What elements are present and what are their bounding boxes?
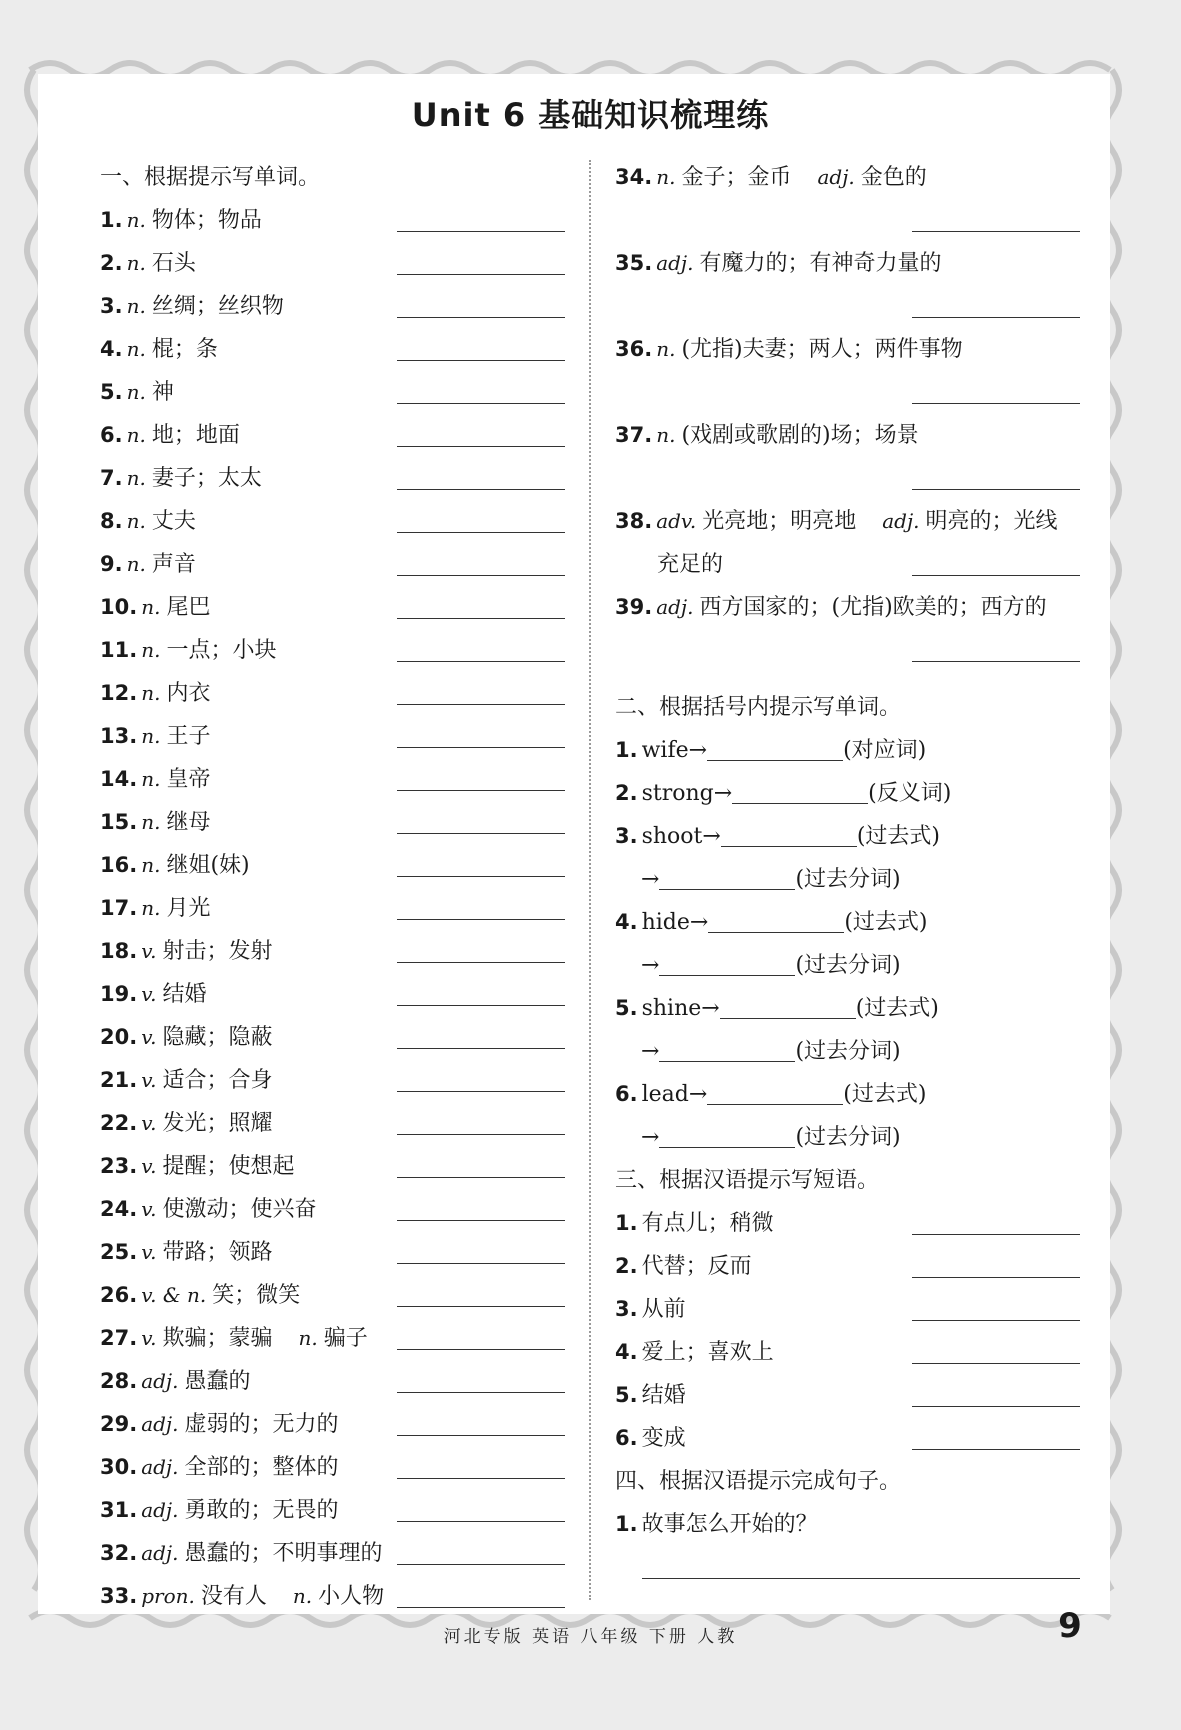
chinese-meaning: (戏剧或歌剧的)场；场景 xyxy=(681,423,919,448)
item-number: 5. xyxy=(615,996,638,1020)
base-word: shine→ xyxy=(641,996,720,1021)
answer-blank[interactable] xyxy=(912,403,1080,404)
phrase-item xyxy=(615,1245,1080,1288)
item-number: 17. xyxy=(100,896,138,920)
word-item xyxy=(100,887,565,930)
arrow: → xyxy=(641,1125,660,1150)
item-number: 1. xyxy=(615,738,638,762)
item-number: 34. xyxy=(615,165,653,189)
phrase-item xyxy=(615,1202,1080,1245)
chinese-meaning: 月光 xyxy=(166,896,211,921)
base-word: lead→ xyxy=(641,1082,708,1107)
part-of-speech: n. xyxy=(141,767,161,791)
part-of-speech: adj. xyxy=(141,1369,179,1393)
form-item xyxy=(615,901,1080,944)
item-number: 1. xyxy=(615,1512,638,1536)
right-column xyxy=(615,156,1080,1589)
base-word: wife→ xyxy=(641,738,708,763)
answer-blank[interactable] xyxy=(397,231,565,232)
part-of-speech: n. xyxy=(141,853,161,877)
item-number: 18. xyxy=(100,939,138,963)
answer-blank[interactable] xyxy=(397,1134,565,1135)
item-number: 36. xyxy=(615,337,653,361)
answer-blank[interactable] xyxy=(397,1392,565,1393)
chinese-meaning: 神 xyxy=(151,380,174,405)
answer-blank[interactable] xyxy=(397,446,565,447)
word-item xyxy=(100,1102,565,1145)
item-number: 37. xyxy=(615,423,653,447)
item-number: 6. xyxy=(615,1082,638,1106)
chinese-meaning: 尾巴 xyxy=(166,595,211,620)
part-of-speech: adj. xyxy=(882,509,920,533)
chinese-meaning: 提醒；使想起 xyxy=(162,1154,295,1179)
item-number: 31. xyxy=(100,1498,138,1522)
item-number: 8. xyxy=(100,509,123,533)
chinese-meaning: 棍；条 xyxy=(151,337,218,362)
item-number: 23. xyxy=(100,1154,138,1178)
answer-blank[interactable] xyxy=(397,1435,565,1436)
form-hint: (过去分词) xyxy=(795,867,901,892)
form-item-continued xyxy=(615,944,1080,987)
word-item xyxy=(100,930,565,973)
base-word: strong→ xyxy=(641,781,733,806)
word-item xyxy=(615,328,1080,414)
phrase-item xyxy=(615,1374,1080,1417)
part-of-speech: n. xyxy=(126,208,146,232)
chinese-meaning: 带路；领路 xyxy=(162,1240,273,1265)
part-of-speech: v. xyxy=(141,1025,157,1049)
part-of-speech: adj. xyxy=(141,1412,179,1436)
part-of-speech: adv. xyxy=(656,509,697,533)
word-item xyxy=(100,1274,565,1317)
page-number: 9 xyxy=(1058,1606,1082,1646)
chinese-meaning: 发光；照耀 xyxy=(162,1111,273,1136)
form-hint: (过去式) xyxy=(856,824,940,849)
word-item xyxy=(100,1231,565,1274)
chinese-meaning: 愚蠢的；不明事理的 xyxy=(184,1541,383,1566)
answer-blank[interactable] xyxy=(707,1076,843,1105)
answer-blank[interactable] xyxy=(721,818,857,847)
chinese-meaning: 妻子；太太 xyxy=(151,466,262,491)
chinese-meaning: 继母 xyxy=(166,810,211,835)
arrow: → xyxy=(641,953,660,978)
word-item xyxy=(100,1575,565,1618)
chinese-meaning: 全部的；整体的 xyxy=(184,1455,339,1480)
form-item xyxy=(615,987,1080,1030)
chinese-meaning: 没有人 xyxy=(200,1584,267,1609)
part-of-speech: v. xyxy=(141,1240,157,1264)
chinese-meaning: 使激动；使兴奋 xyxy=(162,1197,317,1222)
word-item xyxy=(615,500,1080,586)
part-of-speech: v. xyxy=(141,1111,157,1135)
item-number: 2. xyxy=(100,251,123,275)
word-item xyxy=(100,1532,565,1575)
word-item xyxy=(100,715,565,758)
word-item xyxy=(615,242,1080,328)
part-of-speech: adj. xyxy=(817,165,855,189)
item-number: 16. xyxy=(100,853,138,877)
word-item xyxy=(615,414,1080,500)
part-of-speech: adj. xyxy=(141,1541,179,1565)
phrase-item xyxy=(615,1331,1080,1374)
item-number: 6. xyxy=(615,1426,638,1450)
form-hint: (过去分词) xyxy=(795,1125,901,1150)
word-item xyxy=(100,1403,565,1446)
answer-blank[interactable] xyxy=(642,1578,1080,1579)
chinese-meaning: 继姐(妹) xyxy=(166,853,250,878)
part-of-speech: v. xyxy=(141,1154,157,1178)
form-item xyxy=(615,815,1080,858)
form-item-continued xyxy=(615,1030,1080,1073)
word-item xyxy=(100,1016,565,1059)
part-of-speech: v. & n. xyxy=(141,1283,207,1307)
answer-blank[interactable] xyxy=(397,489,565,490)
item-number: 26. xyxy=(100,1283,138,1307)
chinese-prompt: 变成 xyxy=(641,1426,686,1451)
chinese-meaning: 隐藏；隐蔽 xyxy=(162,1025,273,1050)
part-of-speech: n. xyxy=(126,466,146,490)
item-number: 25. xyxy=(100,1240,138,1264)
word-item xyxy=(100,1317,565,1360)
base-word: hide→ xyxy=(641,910,709,935)
word-item xyxy=(100,1489,565,1532)
answer-blank[interactable] xyxy=(397,1005,565,1006)
form-item-continued xyxy=(615,1116,1080,1159)
item-number: 30. xyxy=(100,1455,138,1479)
item-number: 5. xyxy=(100,380,123,404)
phrase-item xyxy=(615,1417,1080,1460)
word-item xyxy=(100,1188,565,1231)
word-item xyxy=(100,672,565,715)
answer-blank[interactable] xyxy=(397,1521,565,1522)
answer-blank[interactable] xyxy=(912,1363,1080,1364)
form-item xyxy=(615,729,1080,772)
chinese-meaning: (尤指)夫妻；两人；两件事物 xyxy=(681,337,963,362)
footer-edition: 河北专版 英语 八年级 下册 人教 xyxy=(443,1627,738,1647)
part-of-speech: n. xyxy=(126,294,146,318)
answer-blank[interactable] xyxy=(659,1033,795,1062)
arrow: → xyxy=(641,1039,660,1064)
item-number: 7. xyxy=(100,466,123,490)
form-item xyxy=(615,1073,1080,1116)
chinese-meaning-cont: 充足的 xyxy=(657,552,724,577)
item-number: 4. xyxy=(100,337,123,361)
chinese-meaning: 物体；物品 xyxy=(151,208,262,233)
sentence-item xyxy=(615,1503,1080,1589)
chinese-meaning: 一点；小块 xyxy=(166,638,277,663)
section-4-heading: 四、根据汉语提示完成句子。 xyxy=(615,1469,902,1494)
item-number: 3. xyxy=(615,1297,638,1321)
answer-blank[interactable] xyxy=(912,1406,1080,1407)
phrase-item xyxy=(615,1288,1080,1331)
chinese-meaning: 骗子 xyxy=(323,1326,368,1351)
answer-blank[interactable] xyxy=(397,747,565,748)
item-number: 13. xyxy=(100,724,138,748)
item-number: 20. xyxy=(100,1025,138,1049)
answer-blank[interactable] xyxy=(397,1177,565,1178)
word-item xyxy=(100,500,565,543)
answer-blank[interactable] xyxy=(397,1349,565,1350)
answer-blank[interactable] xyxy=(912,1320,1080,1321)
answer-blank[interactable] xyxy=(912,1234,1080,1235)
word-item xyxy=(615,586,1080,672)
answer-blank[interactable] xyxy=(707,732,843,761)
part-of-speech: n. xyxy=(656,423,676,447)
answer-blank[interactable] xyxy=(397,919,565,920)
part-of-speech: v. xyxy=(141,939,157,963)
item-number: 21. xyxy=(100,1068,138,1092)
part-of-speech: n. xyxy=(126,380,146,404)
chinese-meaning: 丝绸；丝织物 xyxy=(151,294,284,319)
answer-blank[interactable] xyxy=(912,1449,1080,1450)
part-of-speech: n. xyxy=(126,251,146,275)
left-column xyxy=(100,156,565,1618)
part-of-speech: v. xyxy=(141,982,157,1006)
arrow: → xyxy=(641,867,660,892)
part-of-speech: v. xyxy=(141,1326,157,1350)
item-number: 9. xyxy=(100,552,123,576)
chinese-meaning: 金子；金币 xyxy=(681,165,792,190)
item-number: 2. xyxy=(615,1254,638,1278)
part-of-speech: adj. xyxy=(141,1498,179,1522)
answer-blank[interactable] xyxy=(397,1306,565,1307)
chinese-meaning: 有魔力的；有神奇力量的 xyxy=(699,251,942,276)
item-number: 24. xyxy=(100,1197,138,1221)
answer-blank[interactable] xyxy=(397,1220,565,1221)
chinese-meaning: 内衣 xyxy=(166,681,211,706)
answer-blank[interactable] xyxy=(397,1564,565,1565)
answer-blank[interactable] xyxy=(659,947,795,976)
word-item xyxy=(100,586,565,629)
part-of-speech: pron. xyxy=(141,1584,195,1608)
answer-blank[interactable] xyxy=(397,403,565,404)
answer-blank[interactable] xyxy=(720,990,856,1019)
form-item xyxy=(615,772,1080,815)
chinese-meaning: 地；地面 xyxy=(151,423,240,448)
word-item xyxy=(100,543,565,586)
word-item xyxy=(100,1446,565,1489)
word-item xyxy=(100,1360,565,1403)
word-item xyxy=(100,844,565,887)
chinese-meaning: 勇敢的；无畏的 xyxy=(184,1498,339,1523)
form-hint: (反义词) xyxy=(868,781,952,806)
word-item xyxy=(100,973,565,1016)
part-of-speech: n. xyxy=(292,1584,313,1608)
word-item xyxy=(100,371,565,414)
part-of-speech: adj. xyxy=(656,251,694,275)
answer-blank[interactable] xyxy=(397,618,565,619)
word-item xyxy=(100,457,565,500)
chinese-meaning: 适合；合身 xyxy=(162,1068,273,1093)
chinese-meaning: 光亮地；明亮地 xyxy=(702,509,857,534)
part-of-speech: n. xyxy=(141,810,161,834)
part-of-speech: v. xyxy=(141,1197,157,1221)
part-of-speech: adj. xyxy=(141,1455,179,1479)
part-of-speech: n. xyxy=(141,638,161,662)
item-number: 35. xyxy=(615,251,653,275)
answer-blank[interactable] xyxy=(397,962,565,963)
base-word: shoot→ xyxy=(641,824,721,849)
item-number: 29. xyxy=(100,1412,138,1436)
answer-blank[interactable] xyxy=(397,1478,565,1479)
chinese-meaning: 皇帝 xyxy=(166,767,211,792)
item-number: 15. xyxy=(100,810,138,834)
chinese-meaning: 西方国家的；(尤指)欧美的；西方的 xyxy=(699,595,1047,620)
chinese-meaning: 王子 xyxy=(166,724,211,749)
part-of-speech: n. xyxy=(141,724,161,748)
item-number: 4. xyxy=(615,1340,638,1364)
form-hint: (过去式) xyxy=(855,996,939,1021)
item-number: 10. xyxy=(100,595,138,619)
item-number: 38. xyxy=(615,509,653,533)
form-hint: (过去分词) xyxy=(795,1039,901,1064)
item-number: 14. xyxy=(100,767,138,791)
item-number: 11. xyxy=(100,638,138,662)
column-divider xyxy=(589,160,591,1600)
answer-blank[interactable] xyxy=(912,317,1080,318)
answer-blank[interactable] xyxy=(397,1607,565,1608)
chinese-meaning: 欺骗；蒙骗 xyxy=(162,1326,273,1351)
answer-blank[interactable] xyxy=(912,231,1080,232)
word-item xyxy=(100,758,565,801)
chinese-meaning: 虚弱的；无力的 xyxy=(184,1412,339,1437)
part-of-speech: n. xyxy=(141,595,161,619)
answer-blank[interactable] xyxy=(659,1119,795,1148)
item-number: 12. xyxy=(100,681,138,705)
section-3-heading: 三、根据汉语提示写短语。 xyxy=(615,1168,880,1193)
item-number: 19. xyxy=(100,982,138,1006)
part-of-speech: n. xyxy=(126,337,146,361)
answer-blank[interactable] xyxy=(397,317,565,318)
part-of-speech: n. xyxy=(298,1326,318,1350)
chinese-prompt: 从前 xyxy=(641,1297,686,1322)
answer-blank[interactable] xyxy=(397,1091,565,1092)
answer-blank[interactable] xyxy=(397,274,565,275)
item-number: 4. xyxy=(615,910,638,934)
item-number: 3. xyxy=(100,294,123,318)
answer-blank[interactable] xyxy=(912,575,1080,576)
answer-blank[interactable] xyxy=(397,661,565,662)
chinese-meaning: 愚蠢的 xyxy=(184,1369,251,1394)
answer-blank[interactable] xyxy=(912,1277,1080,1278)
chinese-meaning: 笑；微笑 xyxy=(212,1283,301,1308)
answer-blank[interactable] xyxy=(659,861,795,890)
word-item xyxy=(100,1059,565,1102)
chinese-meaning: 丈夫 xyxy=(151,509,196,534)
word-item xyxy=(100,629,565,672)
chinese-prompt: 爱上；喜欢上 xyxy=(641,1340,774,1365)
item-number: 27. xyxy=(100,1326,138,1350)
answer-blank[interactable] xyxy=(912,661,1080,662)
chinese-prompt: 结婚 xyxy=(641,1383,686,1408)
word-item xyxy=(100,414,565,457)
page-title: Unit 6 基础知识梳理练 xyxy=(411,96,770,134)
item-number: 2. xyxy=(615,781,638,805)
form-hint: (过去式) xyxy=(844,910,928,935)
chinese-meaning: 明亮的；光线 xyxy=(925,509,1058,534)
word-item xyxy=(100,242,565,285)
item-number: 5. xyxy=(615,1383,638,1407)
item-number: 1. xyxy=(100,208,123,232)
answer-blank[interactable] xyxy=(397,360,565,361)
item-number: 6. xyxy=(100,423,123,447)
item-number: 33. xyxy=(100,1584,138,1608)
answer-blank[interactable] xyxy=(912,489,1080,490)
form-hint: (过去式) xyxy=(843,1082,927,1107)
chinese-meaning: 石头 xyxy=(151,251,196,276)
word-item xyxy=(100,285,565,328)
chinese-meaning: 声音 xyxy=(151,552,196,577)
chinese-meaning: 射击；发射 xyxy=(162,939,273,964)
chinese-prompt: 有点儿；稍微 xyxy=(641,1211,774,1236)
answer-blank[interactable] xyxy=(397,704,565,705)
item-number: 39. xyxy=(615,595,653,619)
answer-blank[interactable] xyxy=(708,904,844,933)
word-item xyxy=(100,801,565,844)
word-item xyxy=(100,199,565,242)
answer-blank[interactable] xyxy=(397,876,565,877)
word-item xyxy=(100,1145,565,1188)
chinese-prompt: 故事怎么开始的？ xyxy=(641,1512,818,1537)
form-item-continued xyxy=(615,858,1080,901)
chinese-meaning: 金色的 xyxy=(860,165,927,190)
answer-blank[interactable] xyxy=(732,775,868,804)
answer-blank[interactable] xyxy=(397,575,565,576)
item-number: 28. xyxy=(100,1369,138,1393)
part-of-speech: v. xyxy=(141,1068,157,1092)
form-hint: (过去分词) xyxy=(795,953,901,978)
part-of-speech: n. xyxy=(141,896,161,920)
part-of-speech: n. xyxy=(126,423,146,447)
part-of-speech: n. xyxy=(141,681,161,705)
answer-blank[interactable] xyxy=(397,833,565,834)
form-hint: (对应词) xyxy=(843,738,927,763)
part-of-speech: n. xyxy=(126,509,146,533)
part-of-speech: n. xyxy=(656,337,676,361)
answer-blank[interactable] xyxy=(397,1048,565,1049)
item-number: 1. xyxy=(615,1211,638,1235)
answer-blank[interactable] xyxy=(397,790,565,791)
section-1-heading: 一、根据提示写单词。 xyxy=(100,165,321,190)
part-of-speech: n. xyxy=(126,552,146,576)
word-item xyxy=(615,156,1080,242)
part-of-speech: n. xyxy=(656,165,676,189)
item-number: 22. xyxy=(100,1111,138,1135)
item-number: 3. xyxy=(615,824,638,848)
answer-blank[interactable] xyxy=(397,1263,565,1264)
chinese-meaning: 小人物 xyxy=(318,1584,385,1609)
section-2-heading: 二、根据括号内提示写单词。 xyxy=(615,695,902,720)
answer-blank[interactable] xyxy=(397,532,565,533)
part-of-speech: adj. xyxy=(656,595,694,619)
chinese-prompt: 代替；反而 xyxy=(641,1254,752,1279)
item-number: 32. xyxy=(100,1541,138,1565)
word-item xyxy=(100,328,565,371)
chinese-meaning: 结婚 xyxy=(162,982,207,1007)
